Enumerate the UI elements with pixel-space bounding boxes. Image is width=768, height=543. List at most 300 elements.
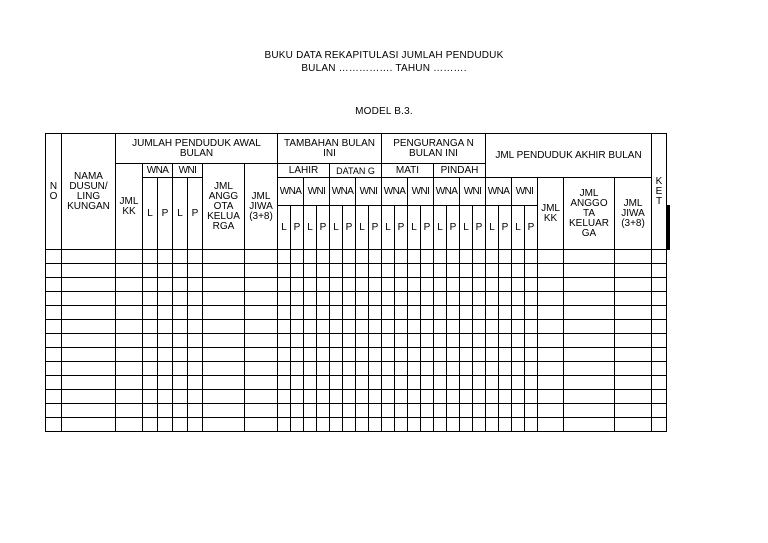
table-cell[interactable] [486,320,499,334]
table-cell[interactable] [460,320,473,334]
table-cell[interactable] [369,390,382,404]
table-cell[interactable] [116,320,143,334]
table-cell[interactable] [512,264,525,278]
table-cell[interactable] [46,320,62,334]
table-cell[interactable] [512,292,525,306]
table-cell[interactable] [356,348,369,362]
table-cell[interactable] [512,418,525,432]
table-cell[interactable] [564,264,615,278]
table-cell[interactable] [330,278,343,292]
table-cell[interactable] [188,348,203,362]
table-cell[interactable] [421,264,434,278]
table-cell[interactable] [330,376,343,390]
table-cell[interactable] [421,320,434,334]
table-cell[interactable] [173,418,188,432]
table-cell[interactable] [158,264,173,278]
table-cell[interactable] [615,306,652,320]
table-cell[interactable] [62,390,116,404]
table-cell[interactable] [652,278,667,292]
table-cell[interactable] [143,418,158,432]
table-cell[interactable] [421,278,434,292]
table-cell[interactable] [395,320,408,334]
table-cell[interactable] [538,320,564,334]
table-cell[interactable] [330,320,343,334]
table-cell[interactable] [203,390,245,404]
table-cell[interactable] [343,390,356,404]
table-cell[interactable] [652,334,667,348]
table-cell[interactable] [245,362,278,376]
table-cell[interactable] [486,362,499,376]
table-cell[interactable] [143,306,158,320]
table-cell[interactable] [421,250,434,264]
table-cell[interactable] [564,334,615,348]
table-cell[interactable] [525,278,538,292]
table-cell[interactable] [291,376,304,390]
table-cell[interactable] [356,376,369,390]
table-cell[interactable] [143,292,158,306]
table-cell[interactable] [473,320,486,334]
table-cell[interactable] [46,390,62,404]
table-cell[interactable] [408,390,421,404]
table-cell[interactable] [173,348,188,362]
table-cell[interactable] [615,418,652,432]
table-cell[interactable] [395,418,408,432]
table-cell[interactable] [564,418,615,432]
table-cell[interactable] [473,250,486,264]
table-cell[interactable] [203,334,245,348]
table-cell[interactable] [395,404,408,418]
table-cell[interactable] [46,362,62,376]
table-cell[interactable] [473,334,486,348]
table-cell[interactable] [188,320,203,334]
table-cell[interactable] [408,362,421,376]
table-cell[interactable] [330,418,343,432]
table-cell[interactable] [317,418,330,432]
table-cell[interactable] [62,250,116,264]
table-cell[interactable] [460,362,473,376]
table-cell[interactable] [173,390,188,404]
table-cell[interactable] [304,264,317,278]
table-cell[interactable] [434,376,447,390]
table-cell[interactable] [460,376,473,390]
table-cell[interactable] [395,376,408,390]
table-cell[interactable] [564,348,615,362]
table-cell[interactable] [291,292,304,306]
table-cell[interactable] [369,404,382,418]
table-cell[interactable] [525,250,538,264]
table-cell[interactable] [473,362,486,376]
table-cell[interactable] [382,306,395,320]
table-cell[interactable] [116,250,143,264]
table-cell[interactable] [116,404,143,418]
table-cell[interactable] [143,264,158,278]
table-cell[interactable] [245,418,278,432]
table-cell[interactable] [486,278,499,292]
table-cell[interactable] [173,376,188,390]
table-cell[interactable] [143,320,158,334]
table-cell[interactable] [173,292,188,306]
table-cell[interactable] [330,334,343,348]
table-cell[interactable] [369,418,382,432]
table-cell[interactable] [291,390,304,404]
table-cell[interactable] [434,292,447,306]
table-cell[interactable] [652,264,667,278]
table-cell[interactable] [486,292,499,306]
table-cell[interactable] [317,264,330,278]
table-cell[interactable] [460,404,473,418]
table-cell[interactable] [158,250,173,264]
table-cell[interactable] [188,250,203,264]
table-cell[interactable] [434,306,447,320]
table-cell[interactable] [278,334,291,348]
table-cell[interactable] [62,376,116,390]
table-cell[interactable] [343,278,356,292]
table-cell[interactable] [356,334,369,348]
table-cell[interactable] [525,390,538,404]
table-cell[interactable] [512,362,525,376]
table-cell[interactable] [343,376,356,390]
table-cell[interactable] [143,348,158,362]
table-cell[interactable] [460,348,473,362]
table-cell[interactable] [369,334,382,348]
table-cell[interactable] [158,376,173,390]
table-cell[interactable] [203,404,245,418]
table-cell[interactable] [434,320,447,334]
table-cell[interactable] [538,362,564,376]
table-cell[interactable] [188,376,203,390]
table-cell[interactable] [499,250,512,264]
table-cell[interactable] [652,306,667,320]
table-cell[interactable] [615,404,652,418]
table-cell[interactable] [421,376,434,390]
table-cell[interactable] [245,320,278,334]
table-cell[interactable] [203,376,245,390]
table-cell[interactable] [512,376,525,390]
table-cell[interactable] [143,362,158,376]
table-cell[interactable] [408,292,421,306]
table-cell[interactable] [382,334,395,348]
table-cell[interactable] [278,250,291,264]
table-cell[interactable] [203,292,245,306]
table-cell[interactable] [304,390,317,404]
table-cell[interactable] [278,320,291,334]
table-cell[interactable] [460,278,473,292]
table-cell[interactable] [245,264,278,278]
table-cell[interactable] [62,362,116,376]
table-cell[interactable] [317,334,330,348]
table-cell[interactable] [304,306,317,320]
table-cell[interactable] [538,404,564,418]
table-cell[interactable] [188,404,203,418]
table-cell[interactable] [499,362,512,376]
table-cell[interactable] [460,292,473,306]
table-cell[interactable] [525,334,538,348]
table-cell[interactable] [330,306,343,320]
table-cell[interactable] [158,292,173,306]
table-cell[interactable] [369,362,382,376]
table-cell[interactable] [447,292,460,306]
table-cell[interactable] [143,376,158,390]
table-cell[interactable] [245,278,278,292]
table-cell[interactable] [486,376,499,390]
table-cell[interactable] [369,278,382,292]
table-cell[interactable] [447,320,460,334]
table-cell[interactable] [369,348,382,362]
table-cell[interactable] [356,320,369,334]
table-cell[interactable] [291,250,304,264]
table-cell[interactable] [421,292,434,306]
table-cell[interactable] [188,278,203,292]
table-cell[interactable] [304,320,317,334]
table-cell[interactable] [291,320,304,334]
table-cell[interactable] [447,376,460,390]
table-cell[interactable] [317,278,330,292]
table-cell[interactable] [278,376,291,390]
table-cell[interactable] [245,250,278,264]
table-cell[interactable] [330,292,343,306]
table-cell[interactable] [382,376,395,390]
table-cell[interactable] [304,348,317,362]
table-cell[interactable] [356,418,369,432]
table-cell[interactable] [188,264,203,278]
table-cell[interactable] [173,404,188,418]
table-cell[interactable] [421,390,434,404]
table-cell[interactable] [203,306,245,320]
table-cell[interactable] [158,278,173,292]
table-cell[interactable] [343,404,356,418]
table-cell[interactable] [408,334,421,348]
table-cell[interactable] [382,348,395,362]
table-cell[interactable] [460,334,473,348]
table-cell[interactable] [317,376,330,390]
table-cell[interactable] [317,390,330,404]
table-cell[interactable] [395,362,408,376]
table-cell[interactable] [382,320,395,334]
table-cell[interactable] [46,404,62,418]
table-cell[interactable] [158,306,173,320]
table-cell[interactable] [173,278,188,292]
table-cell[interactable] [538,334,564,348]
table-cell[interactable] [278,278,291,292]
table-cell[interactable] [525,292,538,306]
table-cell[interactable] [382,404,395,418]
table-cell[interactable] [421,348,434,362]
table-cell[interactable] [46,418,62,432]
table-cell[interactable] [343,334,356,348]
table-cell[interactable] [356,278,369,292]
table-cell[interactable] [330,264,343,278]
table-cell[interactable] [317,362,330,376]
table-cell[interactable] [652,250,667,264]
table-cell[interactable] [408,404,421,418]
table-cell[interactable] [158,404,173,418]
table-cell[interactable] [538,348,564,362]
table-cell[interactable] [356,292,369,306]
table-cell[interactable] [356,264,369,278]
table-cell[interactable] [538,264,564,278]
table-cell[interactable] [434,418,447,432]
table-cell[interactable] [304,334,317,348]
table-cell[interactable] [158,418,173,432]
table-cell[interactable] [62,320,116,334]
table-cell[interactable] [408,418,421,432]
table-cell[interactable] [62,306,116,320]
table-cell[interactable] [278,362,291,376]
table-cell[interactable] [538,306,564,320]
table-cell[interactable] [62,404,116,418]
table-cell[interactable] [343,292,356,306]
table-cell[interactable] [512,306,525,320]
table-cell[interactable] [615,278,652,292]
table-cell[interactable] [615,292,652,306]
table-cell[interactable] [158,320,173,334]
table-cell[interactable] [499,390,512,404]
table-cell[interactable] [158,362,173,376]
table-cell[interactable] [447,264,460,278]
table-cell[interactable] [538,278,564,292]
table-cell[interactable] [116,418,143,432]
table-cell[interactable] [291,348,304,362]
table-cell[interactable] [317,292,330,306]
table-cell[interactable] [278,404,291,418]
table-cell[interactable] [317,250,330,264]
table-cell[interactable] [278,292,291,306]
table-cell[interactable] [434,390,447,404]
table-cell[interactable] [278,264,291,278]
table-cell[interactable] [304,292,317,306]
table-cell[interactable] [486,334,499,348]
table-cell[interactable] [652,362,667,376]
table-cell[interactable] [343,348,356,362]
table-cell[interactable] [382,264,395,278]
table-cell[interactable] [343,250,356,264]
table-cell[interactable] [615,348,652,362]
table-cell[interactable] [46,306,62,320]
table-cell[interactable] [116,278,143,292]
table-cell[interactable] [245,292,278,306]
table-cell[interactable] [473,292,486,306]
table-cell[interactable] [143,390,158,404]
table-cell[interactable] [330,348,343,362]
table-cell[interactable] [408,320,421,334]
table-cell[interactable] [369,292,382,306]
table-cell[interactable] [615,362,652,376]
table-cell[interactable] [615,264,652,278]
table-cell[interactable] [408,376,421,390]
table-cell[interactable] [564,278,615,292]
table-cell[interactable] [460,390,473,404]
table-cell[interactable] [304,376,317,390]
table-cell[interactable] [512,278,525,292]
table-cell[interactable] [473,418,486,432]
table-cell[interactable] [62,278,116,292]
table-cell[interactable] [317,348,330,362]
table-cell[interactable] [158,334,173,348]
table-cell[interactable] [447,418,460,432]
table-cell[interactable] [421,306,434,320]
table-cell[interactable] [512,390,525,404]
table-cell[interactable] [512,250,525,264]
table-cell[interactable] [499,348,512,362]
table-cell[interactable] [538,418,564,432]
table-cell[interactable] [408,250,421,264]
table-cell[interactable] [525,348,538,362]
table-cell[interactable] [499,320,512,334]
table-cell[interactable] [343,362,356,376]
table-cell[interactable] [245,390,278,404]
table-cell[interactable] [395,278,408,292]
table-cell[interactable] [158,348,173,362]
table-cell[interactable] [317,404,330,418]
table-cell[interactable] [499,404,512,418]
table-cell[interactable] [652,404,667,418]
table-cell[interactable] [203,362,245,376]
table-cell[interactable] [395,348,408,362]
table-cell[interactable] [116,334,143,348]
table-cell[interactable] [369,306,382,320]
table-cell[interactable] [615,250,652,264]
table-cell[interactable] [330,250,343,264]
table-cell[interactable] [203,320,245,334]
table-cell[interactable] [564,376,615,390]
table-cell[interactable] [304,362,317,376]
table-cell[interactable] [421,334,434,348]
table-cell[interactable] [486,250,499,264]
table-cell[interactable] [343,306,356,320]
table-cell[interactable] [421,404,434,418]
table-cell[interactable] [203,418,245,432]
table-cell[interactable] [434,250,447,264]
table-cell[interactable] [525,376,538,390]
table-cell[interactable] [408,264,421,278]
table-cell[interactable] [203,348,245,362]
table-cell[interactable] [564,306,615,320]
table-cell[interactable] [652,348,667,362]
table-cell[interactable] [395,264,408,278]
table-cell[interactable] [525,404,538,418]
table-cell[interactable] [615,334,652,348]
table-cell[interactable] [525,362,538,376]
table-cell[interactable] [473,390,486,404]
table-cell[interactable] [538,390,564,404]
table-cell[interactable] [421,418,434,432]
table-cell[interactable] [382,418,395,432]
table-cell[interactable] [356,362,369,376]
table-cell[interactable] [652,320,667,334]
table-cell[interactable] [369,250,382,264]
table-cell[interactable] [447,390,460,404]
table-cell[interactable] [62,334,116,348]
table-cell[interactable] [447,334,460,348]
table-cell[interactable] [46,334,62,348]
table-cell[interactable] [46,250,62,264]
table-cell[interactable] [652,292,667,306]
table-cell[interactable] [499,264,512,278]
table-cell[interactable] [564,404,615,418]
table-cell[interactable] [46,348,62,362]
table-cell[interactable] [564,292,615,306]
table-cell[interactable] [304,418,317,432]
table-cell[interactable] [512,404,525,418]
table-cell[interactable] [473,306,486,320]
table-cell[interactable] [434,404,447,418]
table-cell[interactable] [291,334,304,348]
table-cell[interactable] [473,404,486,418]
table-cell[interactable] [652,390,667,404]
table-cell[interactable] [434,264,447,278]
table-cell[interactable] [486,306,499,320]
table-cell[interactable] [116,376,143,390]
